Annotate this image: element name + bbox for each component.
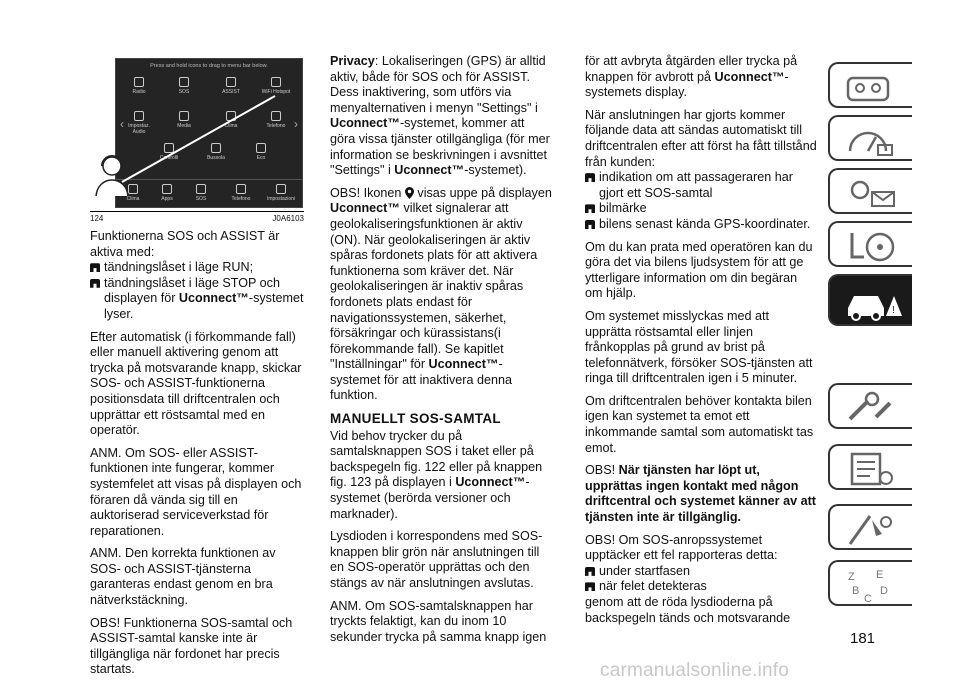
controlli-app: Controlli — [154, 143, 184, 161]
emergency-car-icon — [842, 280, 904, 324]
bullet-item: bilmärke — [585, 201, 817, 217]
column-2: Privacy: Lokaliseringen (GPS) är alltid aktiv, både för SOS och för ASSIST. Dess inaktivering, som utförs via menyalternativen i menyn "Settings" i Uconnect™-systemet, kommer att göra vissa tjänster otillgängliga (för mer information se beskrivningen i avsnittet "Settings" i Uconnect™-systemet). OBS! Ikonen visas uppe på displayen Uconnect™ vilket signalerar att geolokaliseringsfunktionen är aktiv (ON). När geolokaliseringen är aktiv spåras fordonets plats för att aktivera funktionerna som kräver det. När geolokaliseringen är inaktiv spåras fordonets plats endast för navigationssystemen, säkerhet, försäkringar och kürassistans(i förekommande fall). Se kapitlet "Inställningar" för Uconnect™-systemet för att inaktivera denna funktion. MANUELLT SOS-SAMTAL Vid behov trycker du på samtalsknappen SOS i taket eller på backspegeln fig. 122 eller på knappen fig. 123 på displayen i Uconnect™-systemet (berörda versioner och marknader). Lysdioden i korrespondens med SOS-knappen blir grön när anslutningen till en SOS-operatör upprättas och den stängs av när anslutningen avslutas. ANM. Om SOS-samtalsknappen har tryckts felaktigt, kan du inom 10 sekunder trycka på samma knapp igen — [330, 54, 552, 644]
figure-code: J0A6103 — [272, 214, 304, 223]
bullet-item: tändningslåset i läge STOP och displayen för Uconnect™-systemet lyser. — [90, 276, 305, 323]
chapter-tab-emergency[interactable] — [828, 274, 912, 326]
svg-text:C: C — [864, 593, 872, 604]
seat-steering-icon — [842, 227, 902, 265]
figure-rule — [90, 211, 304, 212]
dashboard-gauge-icon — [842, 121, 902, 159]
chapter-tab-dashboard[interactable] — [828, 62, 912, 108]
column-3: för att avbryta åtgärden eller trycka på knappen för avbrott på Uconnect™-systemets display. När anslutningen har gjorts kommer följande data att sändas automatiskt till driftcentralen efter att först ha fått tillstånd från kunden: indikation om att passageraren har gjort ett SOS-samtal bilmärke bilens senast kända GPS-koordinater. Om du kan prata med operatören kan du göra det via bilens ljudsystem för att ge ytterligare information om din begäran om hjälp. Om systemet misslyckas med att upprätta röstsamtal eller linjen frånkopplas på grund av brist på telefonnätverk, försöker SOS-tjänsten att ringa till driftcentralen igen i 5 minuter. Om driftcentralen behöver kontakta bilen igen kan systemet ta emot ett inkommande samtal som automatiskt tas emot. OBS! När tjänsten har löpt ut, upprättas ingen kontakt med någon driftcentral och systemet känner av att tjänsten inte är tillgänglig. OBS! Om SOS-anropssystemet upptäcker ett fel rapporteras detta: under startfasen när felet detekteras genom att de röda lysdioderna på backspegeln tänds och motsvarande — [585, 54, 817, 625]
bullet-item: indikation om att passageraren har gjort ett SOS-samtal — [585, 170, 817, 201]
chapter-tab-navigation[interactable] — [828, 504, 912, 550]
assist-app: ASSIST — [216, 77, 246, 95]
chapter-tab-service[interactable] — [828, 383, 912, 429]
figure-124 — [90, 54, 304, 214]
radio-app: Radio — [124, 77, 154, 95]
radio-icon — [134, 77, 144, 87]
bottom-bar: Clima Apps SOS Telefono Impostazioni — [116, 179, 302, 207]
wrench-icon — [842, 389, 902, 427]
bullet-item: tändningslåset i läge RUN; — [90, 260, 305, 276]
page-number: 181 — [850, 630, 876, 647]
phone-icon — [236, 184, 246, 194]
assist-icon — [226, 77, 236, 87]
figure-number: 124 — [90, 214, 104, 223]
bullet-item: under startfasen — [585, 564, 817, 580]
media-app: Media — [169, 111, 199, 129]
sos-app: SOS — [169, 77, 199, 95]
eco-app: Eco — [246, 143, 276, 161]
section-heading: MANUELLT SOS-SAMTAL — [330, 411, 501, 427]
pointer-line — [120, 94, 280, 184]
bullet-item: när felet detekteras — [585, 579, 817, 595]
chevron-left-icon: ‹ — [120, 117, 124, 131]
clima-app: Clima — [216, 111, 246, 129]
chevron-right-icon: › — [294, 117, 298, 131]
navigation-icon — [842, 510, 902, 548]
svg-text:D: D — [880, 585, 888, 597]
watermark-footer: carmanualsonline.info — [600, 660, 790, 681]
spec-sheet-icon — [842, 450, 902, 488]
apps-icon — [162, 184, 172, 194]
screen-hint: Press and hold icons to drag to menu bar below. — [150, 63, 268, 69]
column-1: Funktionerna SOS och ASSIST är aktiva med: tändningslåset i läge RUN; tändningslåset i läge STOP och displayen för Uconnect™-systemet lyser. Efter automatisk (i förkommande fall) eller manuell aktivering genom att trycka på motsvarande knapp, skickar SOS- och ASSIST-funktionerna positionsdata till driftcentralen och upprättar ett röstsamtal med en operatör. ANM. Om SOS- eller ASSIST-funktionen inte fungerar, kommer systemfelet att visas på displayen och föraren då vända sig till en auktoriserad serviceverkstad för reparationen. ANM. Den korrekta funktionen av SOS- och ASSIST-tjänsterna garanteras endast genom en bra nätverkstäckning. OBS! Funktionerna SOS-samtal och ASSIST-samtal kanske inte är tillgängliga när fordonet har precis startats. — [90, 229, 304, 677]
telefono-app: Telefono — [261, 111, 291, 129]
dashboard-car-icon — [842, 68, 902, 106]
sos-icon — [196, 184, 206, 194]
index-letters-icon — [842, 566, 902, 604]
audio-app: Impostaz. Audio — [124, 111, 154, 135]
svg-text:Z: Z — [848, 571, 855, 583]
chapter-tab-index[interactable] — [828, 560, 912, 606]
chapter-tab-specs[interactable] — [828, 444, 912, 490]
lights-mail-icon — [842, 174, 902, 212]
location-pin-icon — [405, 187, 414, 199]
wifi-app: WiFi Hotspot — [261, 77, 291, 95]
settings-icon — [276, 184, 286, 194]
sos-icon — [179, 77, 189, 87]
chapter-tab-gauges[interactable] — [828, 115, 912, 161]
svg-text:E: E — [876, 569, 884, 581]
wifi-icon — [271, 77, 281, 87]
svg-text:B: B — [852, 585, 860, 597]
chapter-tab-seats[interactable] — [828, 221, 912, 267]
svg-text:!: ! — [892, 305, 895, 316]
bullet-item: bilens senast kända GPS-koordinater. — [585, 217, 817, 233]
bussola-app: Bussola — [201, 143, 231, 161]
chapter-tab-lights[interactable] — [828, 168, 912, 214]
